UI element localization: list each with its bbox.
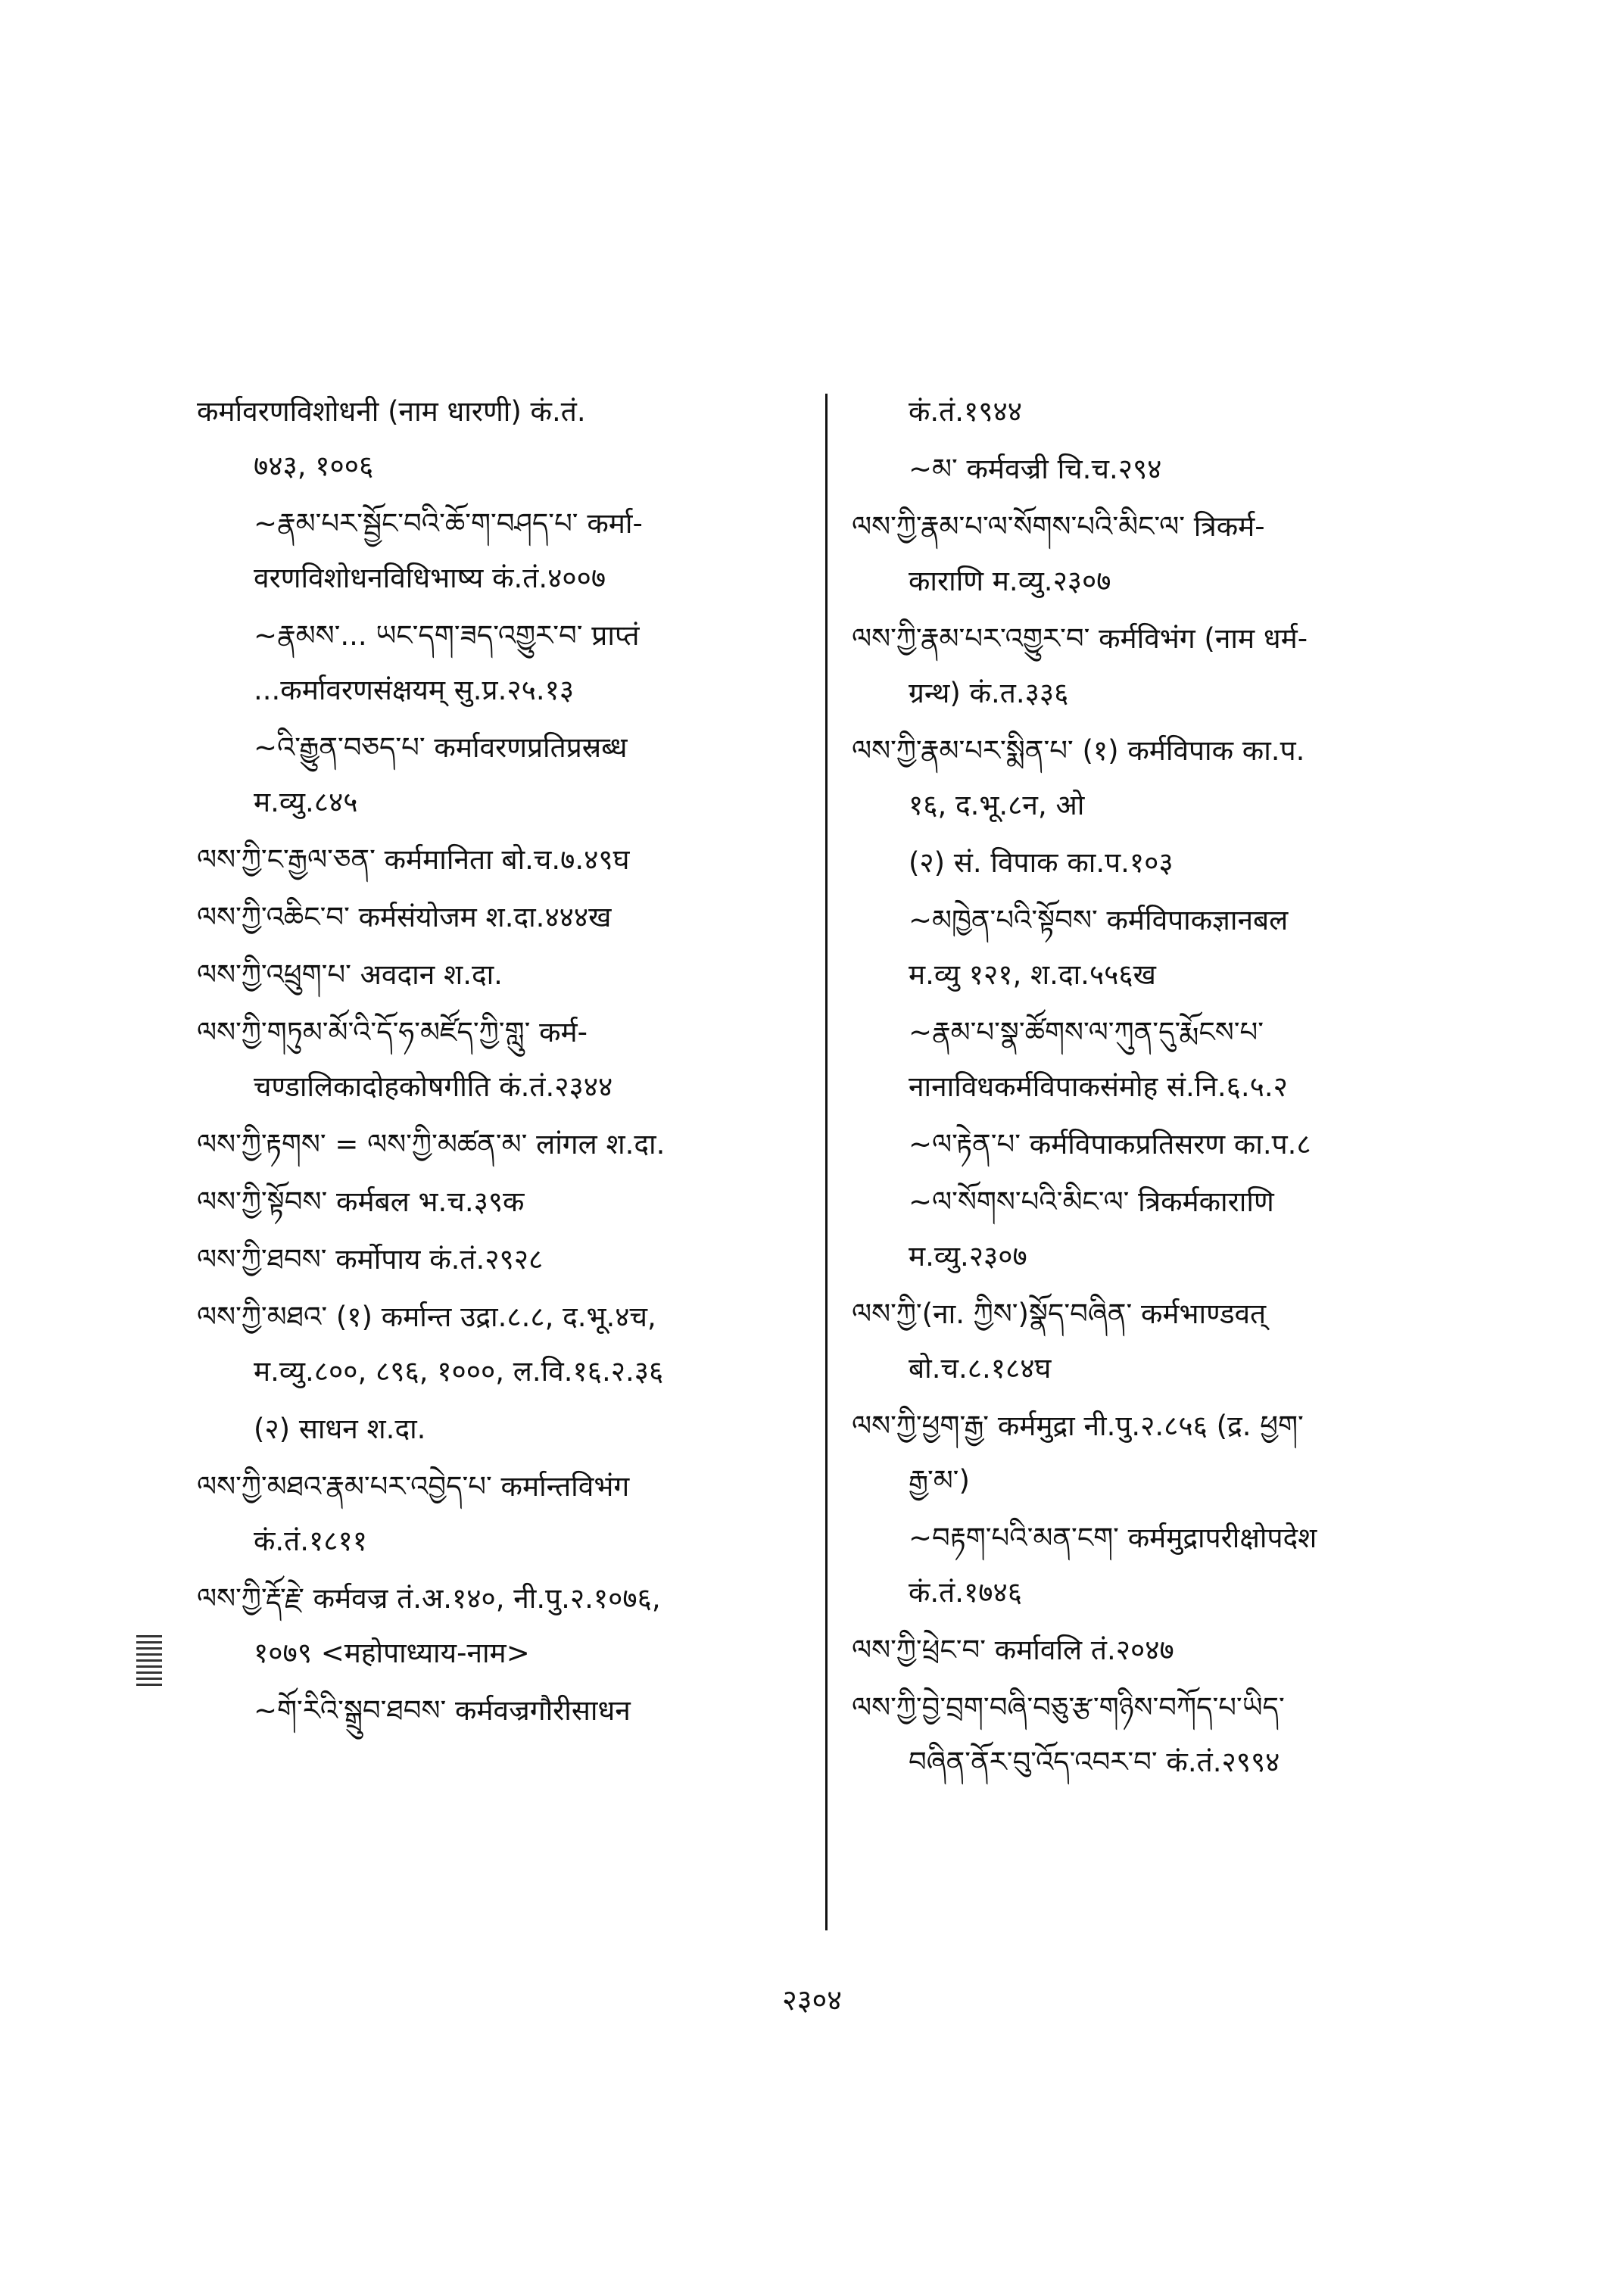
- entry-line: ལས་ཀྱི་རྣམ་པ་ལ་སོགས་པའི་མིང་ལ་ त्रिकर्म-: [852, 510, 1265, 543]
- dictionary-entry: [852, 902, 1450, 993]
- dictionary-entry: [852, 1296, 1450, 1387]
- dictionary-entry: [197, 957, 810, 993]
- entry-line: ལས་ཀྱི་ང་རྒྱལ་ཅན་ कर्ममानिता बो.च.७.४९घ: [197, 843, 630, 876]
- entry-line: ~རྣམས་... ཡང་དག་ཟད་འགྱུར་བ་ प्राप्तं: [254, 619, 640, 652]
- dictionary-entry: [852, 1184, 1450, 1275]
- entry-continuation: ...कर्मावरणसंक्षयम् सु.प्र.२५.१३: [254, 674, 575, 706]
- entry-line: ལས་ཀྱི་རྣམ་པར་སྨིན་པ་ (१) कर्मविपाक का.प.: [852, 734, 1305, 767]
- dictionary-entry: [197, 730, 810, 821]
- page-number: २३०४: [781, 1983, 843, 2017]
- entry-line: कं.तं.१९४४: [909, 395, 1022, 428]
- entry-continuation: वरणविशोधनविधिभाष्य कं.तं.४००७: [254, 562, 606, 594]
- entry-line: कर्मावरणविशोधनी (नाम धारणी) कं.तं.: [197, 395, 586, 428]
- dictionary-entry: [852, 1014, 1450, 1105]
- entry-line: ལས་ཀྱི་རྣམ་པར་འགྱུར་བ་ कर्मविभंग (नाम धर्म-: [852, 622, 1308, 655]
- entry-line: ~མཁྱེན་པའི་སྟོབས་ कर्मविपाकज्ञानबल: [909, 904, 1289, 936]
- right-column: [852, 394, 1450, 1802]
- entry-line: ལས་ཀྱི་(ना. ཀྱིས་)སྣོད་བཞིན་ कर्मभाण्डवत्: [852, 1298, 1267, 1330]
- entry-line: ལས་ཀྱི་སྟོབས་ कर्मबल भ.च.३९क: [197, 1185, 525, 1218]
- entry-continuation: १०७९ <महोपाध्याय-नाम>: [254, 1637, 530, 1669]
- entry-line: (२) सं. विपाक का.प.१०३: [909, 846, 1174, 879]
- entry-line: (२) साधन श.दा.: [254, 1413, 426, 1445]
- entry-line: ལས་ཀྱི་འཕྲུག་པ་ अवदान श.दा.: [197, 958, 503, 991]
- entry-line: ལས་ཀྱི་མཐའ་རྣམ་པར་འབྱེད་པ་ कर्मान्तविभंग: [197, 1470, 630, 1503]
- entry-continuation: ग्रन्थ) कं.त.३३६: [909, 677, 1069, 709]
- entry-line: ལས་ཀྱི་རྡོ་རྗེ་ कर्मवज्र तं.अ.१४०, नी.पु.२.१०७६,: [197, 1582, 661, 1615]
- entry-line: ལས་ཀྱི་བྱེ་བྲག་བཞི་བཅུ་རྩ་གཉིས་བཀོད་པ་ཡིད་: [852, 1691, 1285, 1724]
- dictionary-entry: [197, 1184, 810, 1220]
- entry-line: ~འི་རྒྱུན་བཅད་པ་ कर्मावरणप्रतिप्रस्रब्ध: [254, 731, 628, 764]
- left-column: [197, 394, 810, 1750]
- entry-line: ~རྣམ་པ་སྣ་ཚོགས་ལ་ཀུན་དུ་རྨོངས་པ་: [909, 1016, 1264, 1048]
- entry-line: ~མ་ कर्मवज्री चि.च.२९४: [909, 453, 1162, 485]
- dictionary-entry: [197, 842, 810, 878]
- entry-continuation: कं.तं.१७४६: [909, 1576, 1022, 1609]
- entry-line: ལས་ཀྱི་མཐའ་ (१) कर्मान्त उद्रा.८.८, द.भू.४च,: [197, 1301, 656, 1333]
- entry-continuation: བཞིན་ནོར་བུ་འོད་འབར་བ་ कं.तं.२९९४: [909, 1746, 1280, 1778]
- entry-line: ~གོ་རིའི་སྒྲུབ་ཐབས་ कर्मवज्रगौरीसाधन: [254, 1694, 631, 1727]
- entry-continuation: རྒྱ་མ་): [909, 1464, 970, 1497]
- dictionary-entry: [197, 394, 810, 484]
- dictionary-entry: [197, 1411, 810, 1447]
- dictionary-entry: [197, 1693, 810, 1729]
- dictionary-entry: [852, 1520, 1450, 1611]
- dictionary-entry: [852, 394, 1450, 430]
- column-divider: [825, 394, 828, 1930]
- dictionary-entry: [852, 1690, 1450, 1781]
- entry-continuation: चण्डालिकादोहकोषगीति कं.तं.२३४४: [254, 1070, 613, 1103]
- dictionary-entry: [197, 1014, 810, 1105]
- entry-line: ~ལ་རྟེན་པ་ कर्मविपाकप्रतिसरण का.प.८: [909, 1128, 1311, 1161]
- dictionary-entry: [197, 1581, 810, 1671]
- entry-line: ལས་ཀྱི་ཕྱག་རྒྱ་ कर्ममुद्रा नी.पु.२.८५६ (द्र. ཕྱག་: [852, 1410, 1304, 1442]
- entry-continuation: म.व्यु.२३०७: [909, 1240, 1027, 1273]
- margin-marker: [136, 1635, 162, 1687]
- entry-continuation: म.व्यु.८००, ८९६, १०००, ल.वि.१६.२.३६: [254, 1355, 664, 1388]
- dictionary-entry: [197, 899, 810, 936]
- entry-line: ལས་ཀྱི་ཐབས་ कर्मोपाय कं.तं.२९२८: [197, 1243, 544, 1276]
- entry-continuation: काराणि म.व्यु.२३०७: [909, 565, 1111, 597]
- dictionary-entry: [852, 451, 1450, 488]
- entry-line: ~ལ་སོགས་པའི་མིང་ལ་ त्रिकर्मकाराणि: [909, 1185, 1274, 1218]
- dictionary-entry: [852, 733, 1450, 824]
- dictionary-entry: [197, 1242, 810, 1278]
- dictionary-entry: [852, 1632, 1450, 1668]
- dictionary-entry: [852, 845, 1450, 881]
- entry-continuation: म.व्यु १२१, श.दा.५५६ख: [909, 958, 1156, 991]
- entry-line: ~རྣམ་པར་སྦྱོང་བའི་ཆོ་ག་བཤད་པ་ कर्मा-: [254, 507, 643, 540]
- dictionary-entry: [197, 1299, 810, 1390]
- dictionary-entry: [852, 509, 1450, 600]
- entry-continuation: नानाविधकर्मविपाकसंमोह सं.नि.६.५.२: [909, 1070, 1288, 1103]
- entry-continuation: कं.तं.१८११: [254, 1525, 367, 1557]
- entry-line: ལས་ཀྱི་འཆིང་བ་ कर्मसंयोजम श.दा.४४४ख: [197, 901, 612, 933]
- entry-line: ལས་ཀྱི་གཏུམ་མོ་འི་དོ་ཧ་མཛོད་ཀྱི་གླུ་ कर्म-: [197, 1016, 588, 1048]
- dictionary-entry: [197, 618, 810, 709]
- dictionary-entry: [852, 621, 1450, 712]
- dictionary-entry: [197, 1469, 810, 1559]
- entry-line: ལས་ཀྱི་ཕྲེང་བ་ कर्मावलि तं.२०४७: [852, 1634, 1174, 1666]
- entry-line: ལས་ཀྱི་རྟགས་ = ལས་ཀྱི་མཚན་མ་ लांगल श.दा.: [197, 1128, 665, 1161]
- entry-continuation: बो.च.८.१८४घ: [909, 1352, 1052, 1385]
- dictionary-entry: [852, 1126, 1450, 1163]
- entry-line: ~བརྟག་པའི་མན་ངག་ कर्ममुद्रापरीक्षोपदेश: [909, 1522, 1317, 1554]
- entry-continuation: म.व्यु.८४५: [254, 786, 358, 818]
- entry-continuation: ७४३, १००६: [254, 450, 374, 482]
- entry-continuation: १६, द.भू.८न, ओ: [909, 789, 1085, 821]
- dictionary-entry: [197, 1126, 810, 1163]
- dictionary-entry: [852, 1408, 1450, 1499]
- dictionary-entry: [197, 506, 810, 597]
